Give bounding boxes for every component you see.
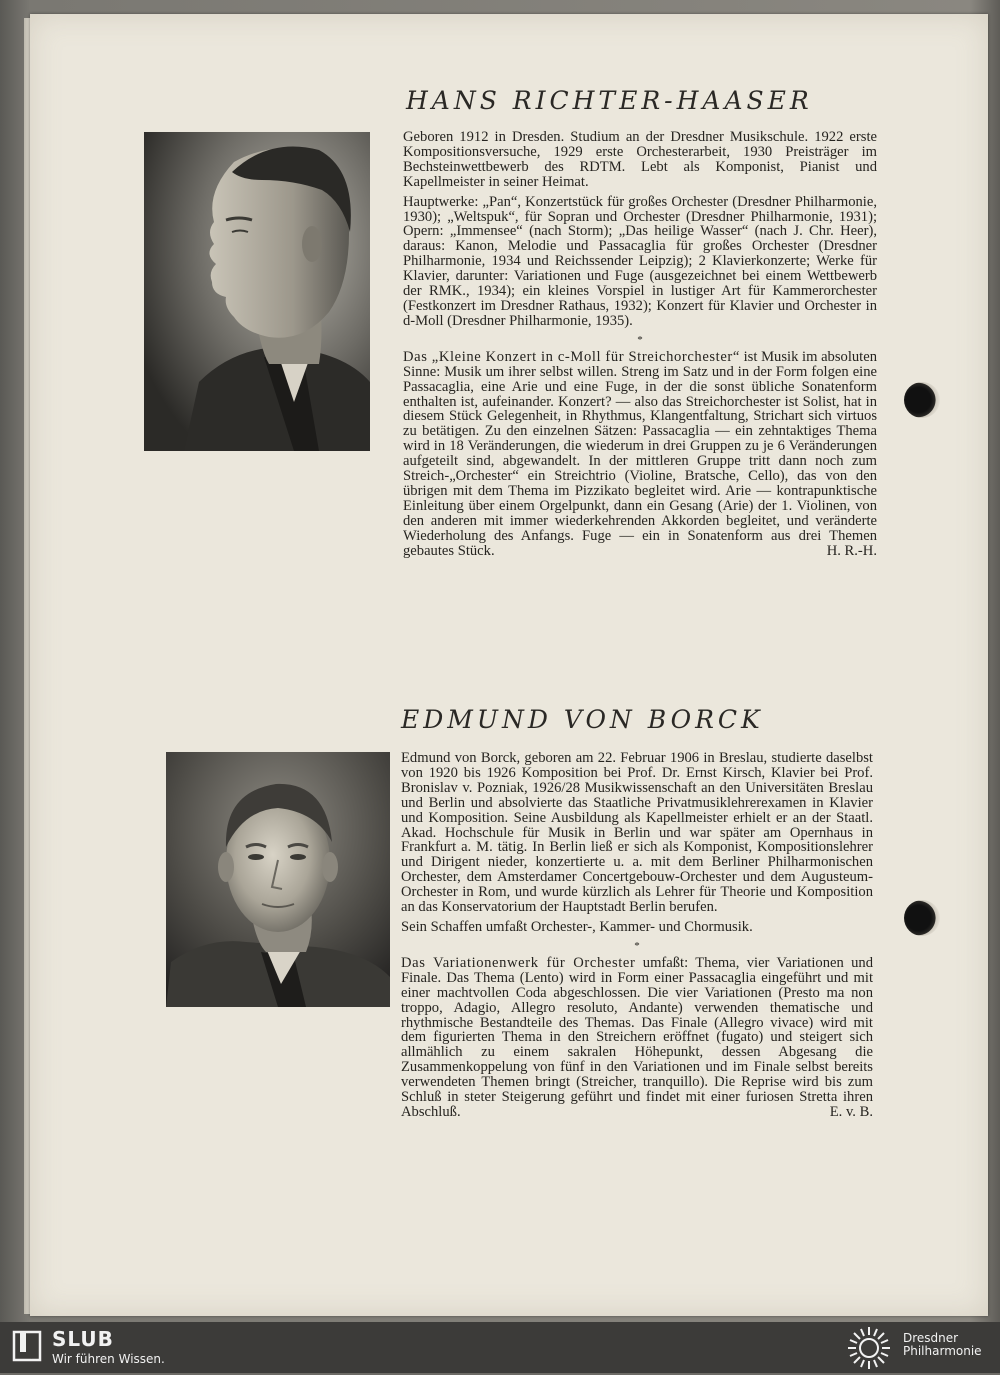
work-description-text: ist Musik im absoluten Sinne: Musik um ihrer selbst willen. Streng im Satz und in der Form folgen eine Passacaglia, eine Arie und eine Fuge, in der die sonst übliche Sonatenform enthalten ist, aufeinander. Konzert? — also das Streichorchester ist Solist, hat in diesem Stück Gelegenheit, in Rhythmus, Klangentfaltung, Strichart sich virtuos zu betätigen. Zu den einzelnen Sätzen: Passacaglia — ein zehntaktiges Thema wird in 18 Veränderungen, die wiederum in drei Gruppen zu je 6 Veränderungen aufgeteilt sind, abgewandelt. In der mittleren Gruppe tritt dann noch zum Streich-„Orchester“ ein Streichtrio (Violine, Bratsche, Cello), das von den übrigen mit dem Thema im Pizzikato begleitet wird. Arie — kontrapunktische Einleitung über einem Orgelpunkt, dann ein Gesang (Arie) der 1. Violinen, von den anderen mit immer wiederkehrenden Akkorden begleitet, und veränderte Wiederholung des Anfangs. Fuge — ein in Sonatenform aus drei Themen gebautes Stück.	[403, 348, 878, 559]
works-paragraph: Hauptwerke: „Pan“, Konzertstück für großes Orchester (Dresdner Philharmonie, 1930); „Weltspuk“, für Sopran und Orchester (Dresdner Philharmonie, 1931); Opern: „Immensee“ (nach Storm); „Das heilige Wasser“ (nach J. Chr. Heer), daraus: Kanon, Melodie und Passacaglia für großes Orchester (Dresdner Philharmonie, 1934 und Reichssender Leipzig); 2 Klavierkonzerte; Werke für Klavier, darunter: Variationen und Fuge (ausgezeichnet bei einem Wettbewerb der RMK., 1934); ein kleines Vorspiel in lustiger Art für Kammerorchester (Festkonzert im Dresdner Rathaus, 1932); Konzert für Klavier und Orchester in d-Moll (Dresdner Philharmonie, 1935).	[403, 193, 877, 329]
footer-bar	[0, 1322, 1000, 1373]
partner-name-line-2: Philharmonie	[903, 1344, 982, 1358]
dresdner-philharmonie-name[interactable]	[903, 1332, 982, 1358]
binder-hole	[904, 900, 940, 936]
portrait-photo-richter-haaser	[144, 132, 370, 451]
biography-paragraph: Geboren 1912 in Dresden. Studium an der Dresdner Musikschule. 1922 erste Kompositionsversuche, 1929 erste Orchesterarbeit, 1930 Preisträger im Bechsteinwettbewerb des RDTM. Lebt als Komponist, Pianist und Kapellmeister in seiner Heimat.	[403, 129, 877, 190]
biography-paragraph: Edmund von Borck, geboren am 22. Februar 1906 in Breslau, studierte daselbst von 1920 bis 1926 Komposition bei Prof. Dr. Ernst Kirsch, Klavier bei Prof. Bronislav v. Pozniak, 1926/28 Musikwissenschaft an den Universitäten Breslau und Berlin und absolvierte das Staatliche Privatmusiklehrerexamen in Klavier und Komposition. Seine Ausbildung als Kapellmeister erhielt er an der Staatl. Akad. Hochschule für Musik in Berlin und war später am Opernhaus in Frankfurt a. M. tätig. In Berlin ließ er sich als Komponist, Kompositionslehrer und Dirigent nieder, konzertierte u. a. mit dem Berliner Philharmonischen Orchester, dem Amsterdamer Concertgebouw-Orchester und dem Augusteum-Orchester in Rom, und wurde kürzlich als Lehrer für Theorie und Komposition an das Konservatorium der Hauptstadt Berlin berufen.	[401, 750, 873, 916]
portrait-photo-von-borck	[166, 752, 390, 1007]
section-divider-star: *	[634, 939, 640, 952]
section-divider-star: *	[637, 333, 643, 346]
work-title: Das Variationenwerk für Orchester	[401, 954, 636, 971]
work-description	[401, 956, 873, 1120]
binder-hole	[904, 382, 940, 418]
author-signature: E. v. B.	[829, 1103, 873, 1120]
oeuvre-line: Sein Schaffen umfaßt Orchester-, Kammer- und Chormusik.	[401, 918, 753, 935]
slub-logo-icon[interactable]	[12, 1330, 42, 1366]
slub-tagline: Wir führen Wissen.	[52, 1352, 165, 1366]
partner-name-line-1: Dresdner	[903, 1331, 959, 1345]
slub-name[interactable]: SLUB	[52, 1327, 114, 1351]
dresdner-philharmonie-logo-icon[interactable]	[845, 1325, 893, 1375]
work-description-text: umfaßt: Thema, vier Variationen und Finale. Das Thema (Lento) wird in Form einer Passacaglia eingeführt und mit einer machtvollen Coda abgeschlossen. Die vier Variationen (Presto ma non troppo, Adagio, Allegro resoluto, Andante) verwenden thematische und rhythmische Bestandteile des Themas. Das Finale (Allegro vivace) wird mit dem figurierten Thema in den Streichern eröffnet (fugato) und steigert sich allmählich zu einem sakralen Höhepunkt, dessen Abgesang die Zusammenkoppelung von fünf in den Variationen und im Finale selbst bereits verwendeten Themen bringt (Streicher, tranquillo). Die Reprise wird bis zum Schluß in steter Steigerung geführt und findet mit einer furiosen Stretta ihren Abschluß.	[401, 954, 873, 1120]
text-column-von-borck	[401, 751, 873, 1125]
text-column-richter-haaser	[403, 130, 877, 563]
work-description	[403, 350, 877, 559]
section-heading-richter-haaser: HANS RICHTER-HAASER	[406, 86, 813, 115]
author-signature: H. R.-H.	[826, 542, 877, 559]
work-title: Das „Kleine Konzert in c-Moll für Streichorchester“	[403, 348, 740, 365]
section-heading-von-borck: EDMUND VON BORCK	[401, 705, 764, 734]
